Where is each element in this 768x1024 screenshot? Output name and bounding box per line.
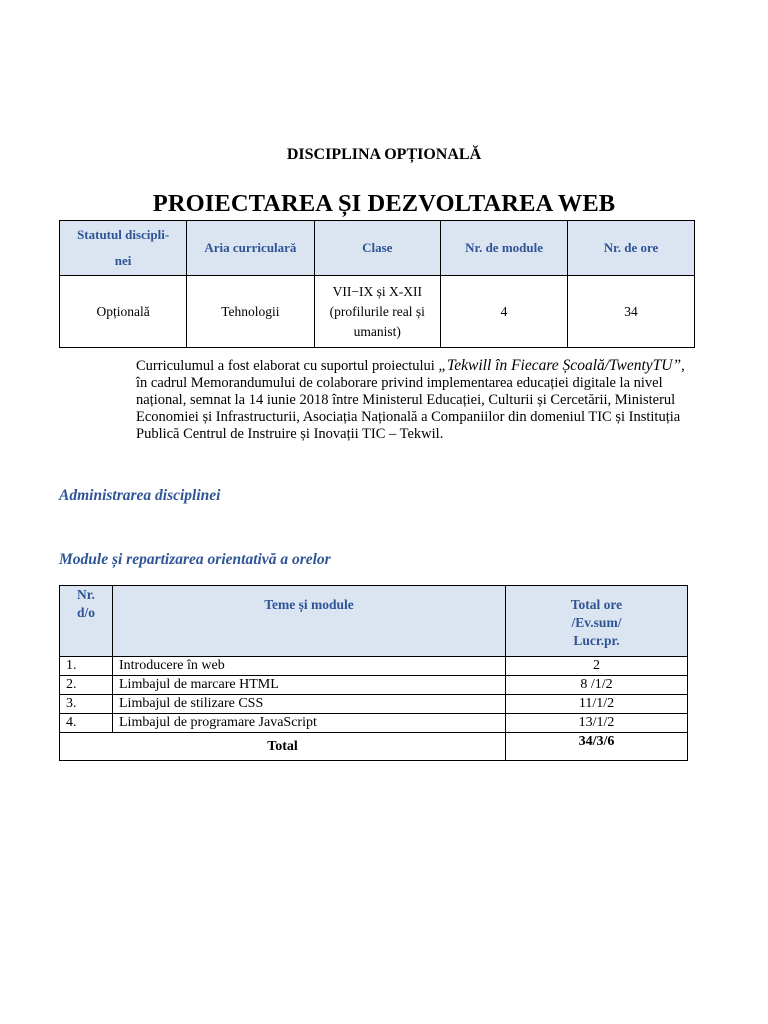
project-name: „Tekwill în Fiecare Școală/TwentyTU” [438,357,682,374]
header-nr-module: Nr. de module [441,221,568,276]
row-tema: Introducere în web [113,657,506,676]
header-teme: Teme și module [113,586,506,657]
cell-nr-ore: 34 [568,276,695,348]
discipline-header-row [60,221,695,276]
cell-clase: VII−IX și X-XII (profilurile real și umanist) [314,276,440,348]
modules-table [59,585,688,761]
row-ore: 11/1/2 [506,695,688,714]
total-label: Total [60,733,506,761]
header-nr-ore: Nr. de ore [568,221,695,276]
section-heading-admin: Administrarea disciplinei [59,487,221,504]
table-row [60,657,688,676]
row-ore: 13/1/2 [506,714,688,733]
cell-statut: Opțională [60,276,187,348]
document-title: PROIECTAREA ȘI DEZVOLTAREA WEB [152,190,616,217]
row-tema: Limbajul de marcare HTML [113,676,506,695]
table-row [60,695,688,714]
cell-nr-module: 4 [441,276,568,348]
document-subtitle: DISCIPLINA OPȚIONALĂ [286,146,482,163]
section-heading-modules: Module și repartizarea orientativă a orelor [59,551,331,568]
header-aria: Aria curriculară [187,221,314,276]
paragraph-body: , în cadrul Memorandumului de colaborare privind implementarea educației digitale la nivel național, semnat la 14 iunie 2018 între Ministerul Educației, Culturii și Cercetării, Ministerul Economiei și Infrastructurii, Asociația Națională a Companiilor din domeniul TIC și Instituția Publică Centrul de Instruire și Inovații TIC – Tekwil. [136,358,685,442]
curriculum-paragraph [136,357,696,443]
total-row [60,733,688,761]
header-statut: Statutul discipli- nei [60,221,187,276]
discipline-info-table [59,220,695,348]
row-nr: 1. [60,657,113,676]
total-value: 34/3/6 [506,733,688,761]
row-tema: Limbajul de stilizare CSS [113,695,506,714]
row-ore: 2 [506,657,688,676]
table-row [60,714,688,733]
header-total-ore: Total ore /Ev.sum/ Lucr.pr. [506,586,688,657]
row-tema: Limbajul de programare JavaScript [113,714,506,733]
modules-header-row [60,586,688,657]
paragraph-intro: Curriculumul a fost elaborat cu suportul proiectului [136,358,439,374]
discipline-data-row [60,276,695,348]
cell-aria: Tehnologii [187,276,314,348]
row-nr: 4. [60,714,113,733]
table-row [60,676,688,695]
row-nr: 3. [60,695,113,714]
header-clase: Clase [314,221,440,276]
row-ore: 8 /1/2 [506,676,688,695]
header-nr-do: Nr. d/o [60,586,113,657]
row-nr: 2. [60,676,113,695]
